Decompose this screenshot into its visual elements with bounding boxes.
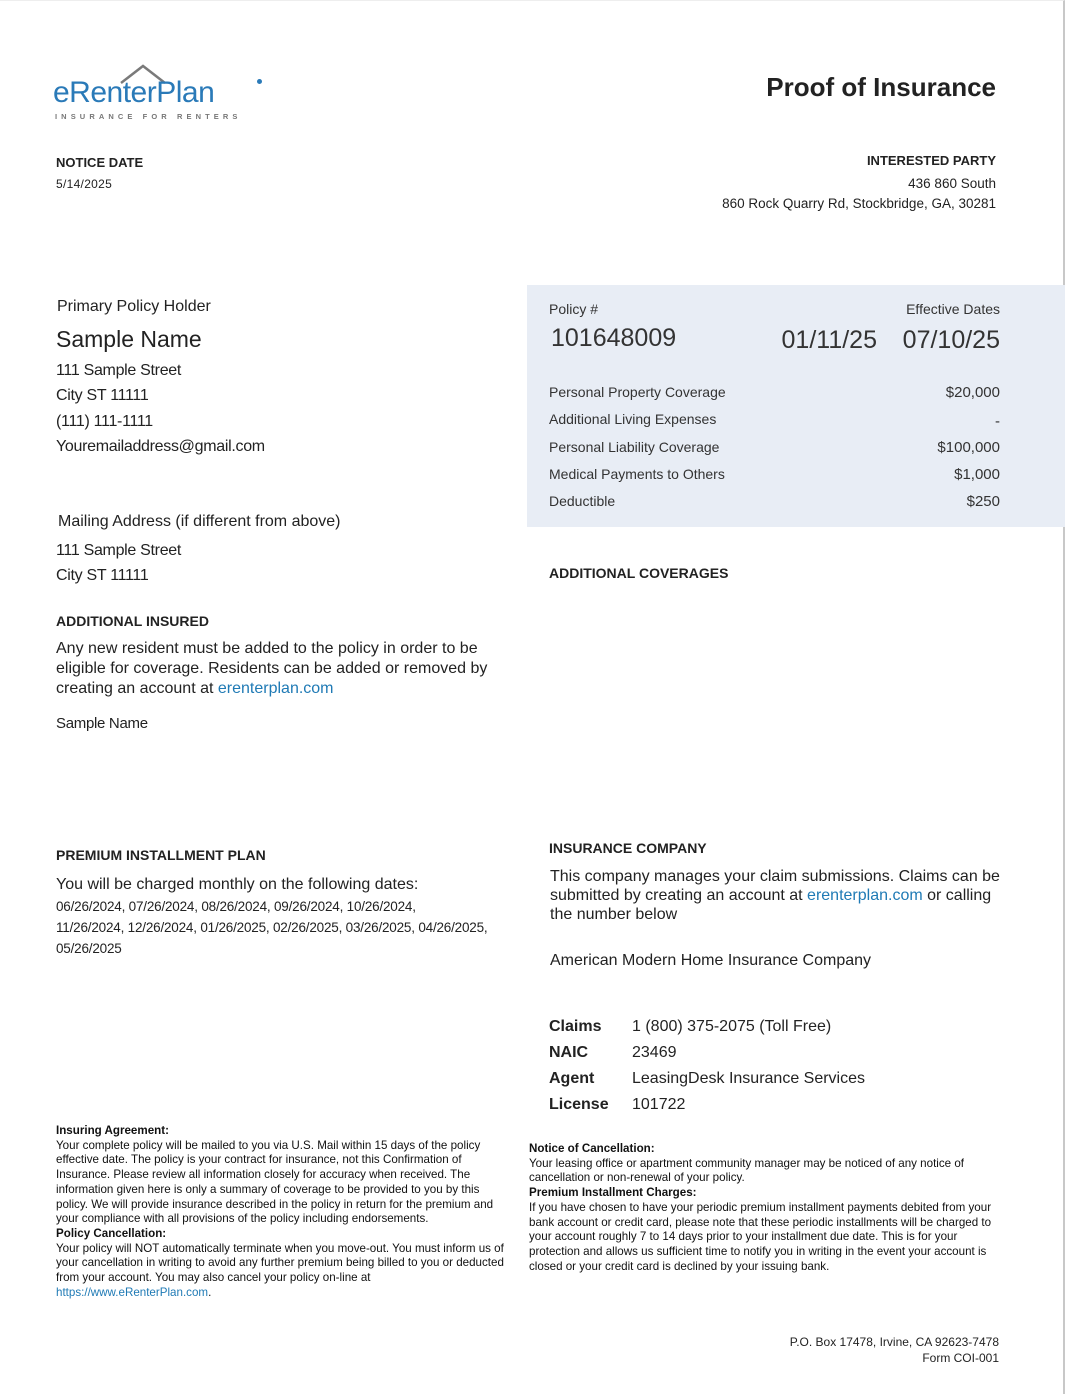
policy-holder-city: City ST 11111	[56, 387, 149, 404]
coverage-label: Personal Liability Coverage	[549, 439, 720, 455]
agent-label: Agent	[549, 1070, 595, 1087]
coverage-label: Additional Living Expenses	[549, 411, 717, 427]
notice-of-cancellation-heading: Notice of Cancellation:	[529, 1142, 655, 1155]
policy-holder-email: Youremailaddress@gmail.com	[56, 438, 265, 455]
policy-cancellation-text: Your policy will NOT automatically terminate when you move-out. You must inform us of your cancellation in writing to avoid any further premium being billed to you or deducted from your account. You may also cancel your policy on-line at	[56, 1241, 504, 1285]
insuring-agreement-text: Your complete policy will be mailed to you via U.S. Mail within 15 days of the policy effective date. The policy is your contract for insurance, not this Confirmation of Insurance. Please review all information closely for accuracy when received. The information given here is only a summary of coverage to be provided to you by this policy. We will provide insurance described in the policy in return for the premium and your compliance with all provisions of the policy including endorsements.	[56, 1138, 494, 1226]
fine-print-right	[529, 1142, 1004, 1274]
mailing-street: 111 Sample Street	[56, 542, 182, 559]
policy-number: 101648009	[551, 324, 677, 352]
insurance-company-body: This company manages your claim submissions. Claims can be submitted by creating an account at	[550, 868, 1000, 904]
coverage-value: $1,000	[954, 466, 1000, 483]
page-title: Proof of Insurance	[766, 72, 996, 102]
logo-wordmark: eRenterPlan	[53, 76, 215, 109]
license-value: 101722	[632, 1096, 686, 1113]
claims-phone: 1 (800) 375-2075 (Toll Free)	[632, 1018, 832, 1035]
notice-of-cancellation-text: Your leasing office or apartment community manager may be noticed of any notice of cancellation or non-renewal of your policy.	[529, 1156, 965, 1185]
mailing-city: City ST 11111	[56, 567, 149, 584]
coverage-label: Personal Property Coverage	[549, 384, 726, 400]
coverage-label: Medical Payments to Others	[549, 466, 725, 482]
additional-coverages-heading: ADDITIONAL COVERAGES	[549, 565, 729, 581]
license-row	[549, 1095, 685, 1114]
fine-print-left: Insuring Agreement: Your complete policy will be mailed to you via U.S. Mail within 15 days of the policy effective date. The policy is your contract for insurance, not this Confirmation of Insurance. Please review all information closely for accuracy when received. The information given here is only a summary of coverage to be provided to you by this policy. We will provide insurance described in the policy in return for the premium and your compliance with all provisions of the policy including endorsements. Policy Cancellation: Your policy will NOT automatically terminate when you move-out. You must inform us of your cancellation in writing to avoid any further premium being billed to you or deducted from your account. You may also cancel your policy on-line at https://www.eRenterPlan.com.	[56, 1124, 504, 1299]
erenterplan-link[interactable]: erenterplan.com	[217, 680, 334, 697]
notice-date-value: 5/14/2025	[56, 177, 113, 191]
additional-insured-body: Any new resident must be added to the policy in order to be eligible for coverage. Residents can be added or removed by creating an account at	[56, 640, 488, 697]
insuring-agreement-heading: Insuring Agreement:	[56, 1124, 169, 1137]
claims-row	[549, 1017, 831, 1036]
insurance-company-body-end: or calling the number below	[550, 887, 992, 923]
coverage-value: $100,000	[937, 439, 1000, 456]
naic-label: NAIC	[549, 1044, 589, 1061]
policy-holder-label: Primary Policy Holder	[57, 298, 211, 315]
installment-charges-text: If you have chosen to have your periodic premium installment payments debited from your bank account or credit card, please note that these periodic installments will be charged to your account roughly 7 to 14 days prior to your installment due date. This is for your protection and allows us sufficient time to notify you in writing in the event your account is closed or your credit card is declined by your issuing bank.	[529, 1200, 992, 1273]
policy-cancellation-heading: Policy Cancellation:	[56, 1226, 167, 1240]
coverage-row	[549, 492, 1000, 512]
additional-insured-name: Sample Name	[56, 715, 148, 732]
policy-summary-panel	[527, 285, 1065, 527]
effective-start-date: 01/11/25	[781, 326, 877, 354]
erenterplan-url-link[interactable]: https://www.eRenterPlan.com	[56, 1285, 209, 1299]
naic-row	[549, 1043, 677, 1062]
installment-dates-line: 05/26/2025	[56, 941, 122, 956]
coverage-value: $20,000	[945, 384, 1000, 401]
coverage-value: $250	[966, 493, 1000, 510]
footer-address: P.O. Box 17478, Irvine, CA 92623-7478	[789, 1335, 999, 1349]
erenterplan-logo	[53, 63, 268, 125]
policy-number-label: Policy #	[549, 301, 599, 317]
agent-row	[549, 1069, 865, 1088]
agent-value: LeasingDesk Insurance Services	[632, 1070, 866, 1087]
installment-plan-intro: You will be charged monthly on the following dates:	[56, 876, 419, 893]
coverage-row	[549, 410, 1000, 430]
additional-insured-text	[56, 639, 511, 699]
notice-date-label: NOTICE DATE	[56, 155, 144, 170]
license-label: License	[549, 1096, 609, 1113]
policy-holder-street: 111 Sample Street	[56, 362, 182, 379]
mailing-address-label: Mailing Address (if different from above)	[58, 513, 341, 530]
insurance-company-name: American Modern Home Insurance Company	[550, 952, 872, 969]
additional-insured-heading: ADDITIONAL INSURED	[56, 613, 209, 629]
registered-mark-icon	[257, 79, 262, 84]
policy-holder-phone: (111) 111-1111	[56, 413, 153, 430]
installment-charges-heading: Premium Installment Charges:	[529, 1186, 697, 1200]
policy-holder-name: Sample Name	[56, 326, 202, 352]
footer	[790, 1335, 999, 1366]
erenterplan-link[interactable]: erenterplan.com	[807, 887, 923, 904]
coverage-row	[549, 383, 1000, 403]
installment-dates-line: 11/26/2024, 12/26/2024, 01/26/2025, 02/26/2025, 03/26/2025, 04/26/2025,	[56, 920, 488, 935]
effective-dates-label: Effective Dates	[906, 301, 1000, 317]
insurance-company-text	[550, 867, 1005, 924]
coverage-label: Deductible	[549, 493, 616, 509]
coverage-row	[549, 438, 1000, 458]
interested-party-line2: 860 Rock Quarry Rd, Stockbridge, GA, 30281	[722, 196, 996, 211]
installment-dates-line: 06/26/2024, 07/26/2024, 08/26/2024, 09/26/2024, 10/26/2024,	[56, 899, 416, 914]
insurance-company-heading: INSURANCE COMPANY	[549, 840, 707, 856]
form-number: Form COI-001	[922, 1350, 999, 1365]
effective-end-date: 07/10/25	[902, 326, 1000, 354]
installment-plan-heading: PREMIUM INSTALLMENT PLAN	[56, 847, 266, 863]
logo-tagline: INSURANCE FOR RENTERS	[55, 112, 242, 121]
coverage-row	[549, 465, 1000, 485]
interested-party-line1: 436 860 South	[908, 176, 996, 191]
interested-party-label: INTERESTED PARTY	[866, 153, 996, 168]
naic-value: 23469	[632, 1044, 677, 1061]
coverage-value: -	[995, 413, 1000, 430]
installment-dates	[56, 896, 487, 959]
claims-label: Claims	[549, 1018, 602, 1035]
